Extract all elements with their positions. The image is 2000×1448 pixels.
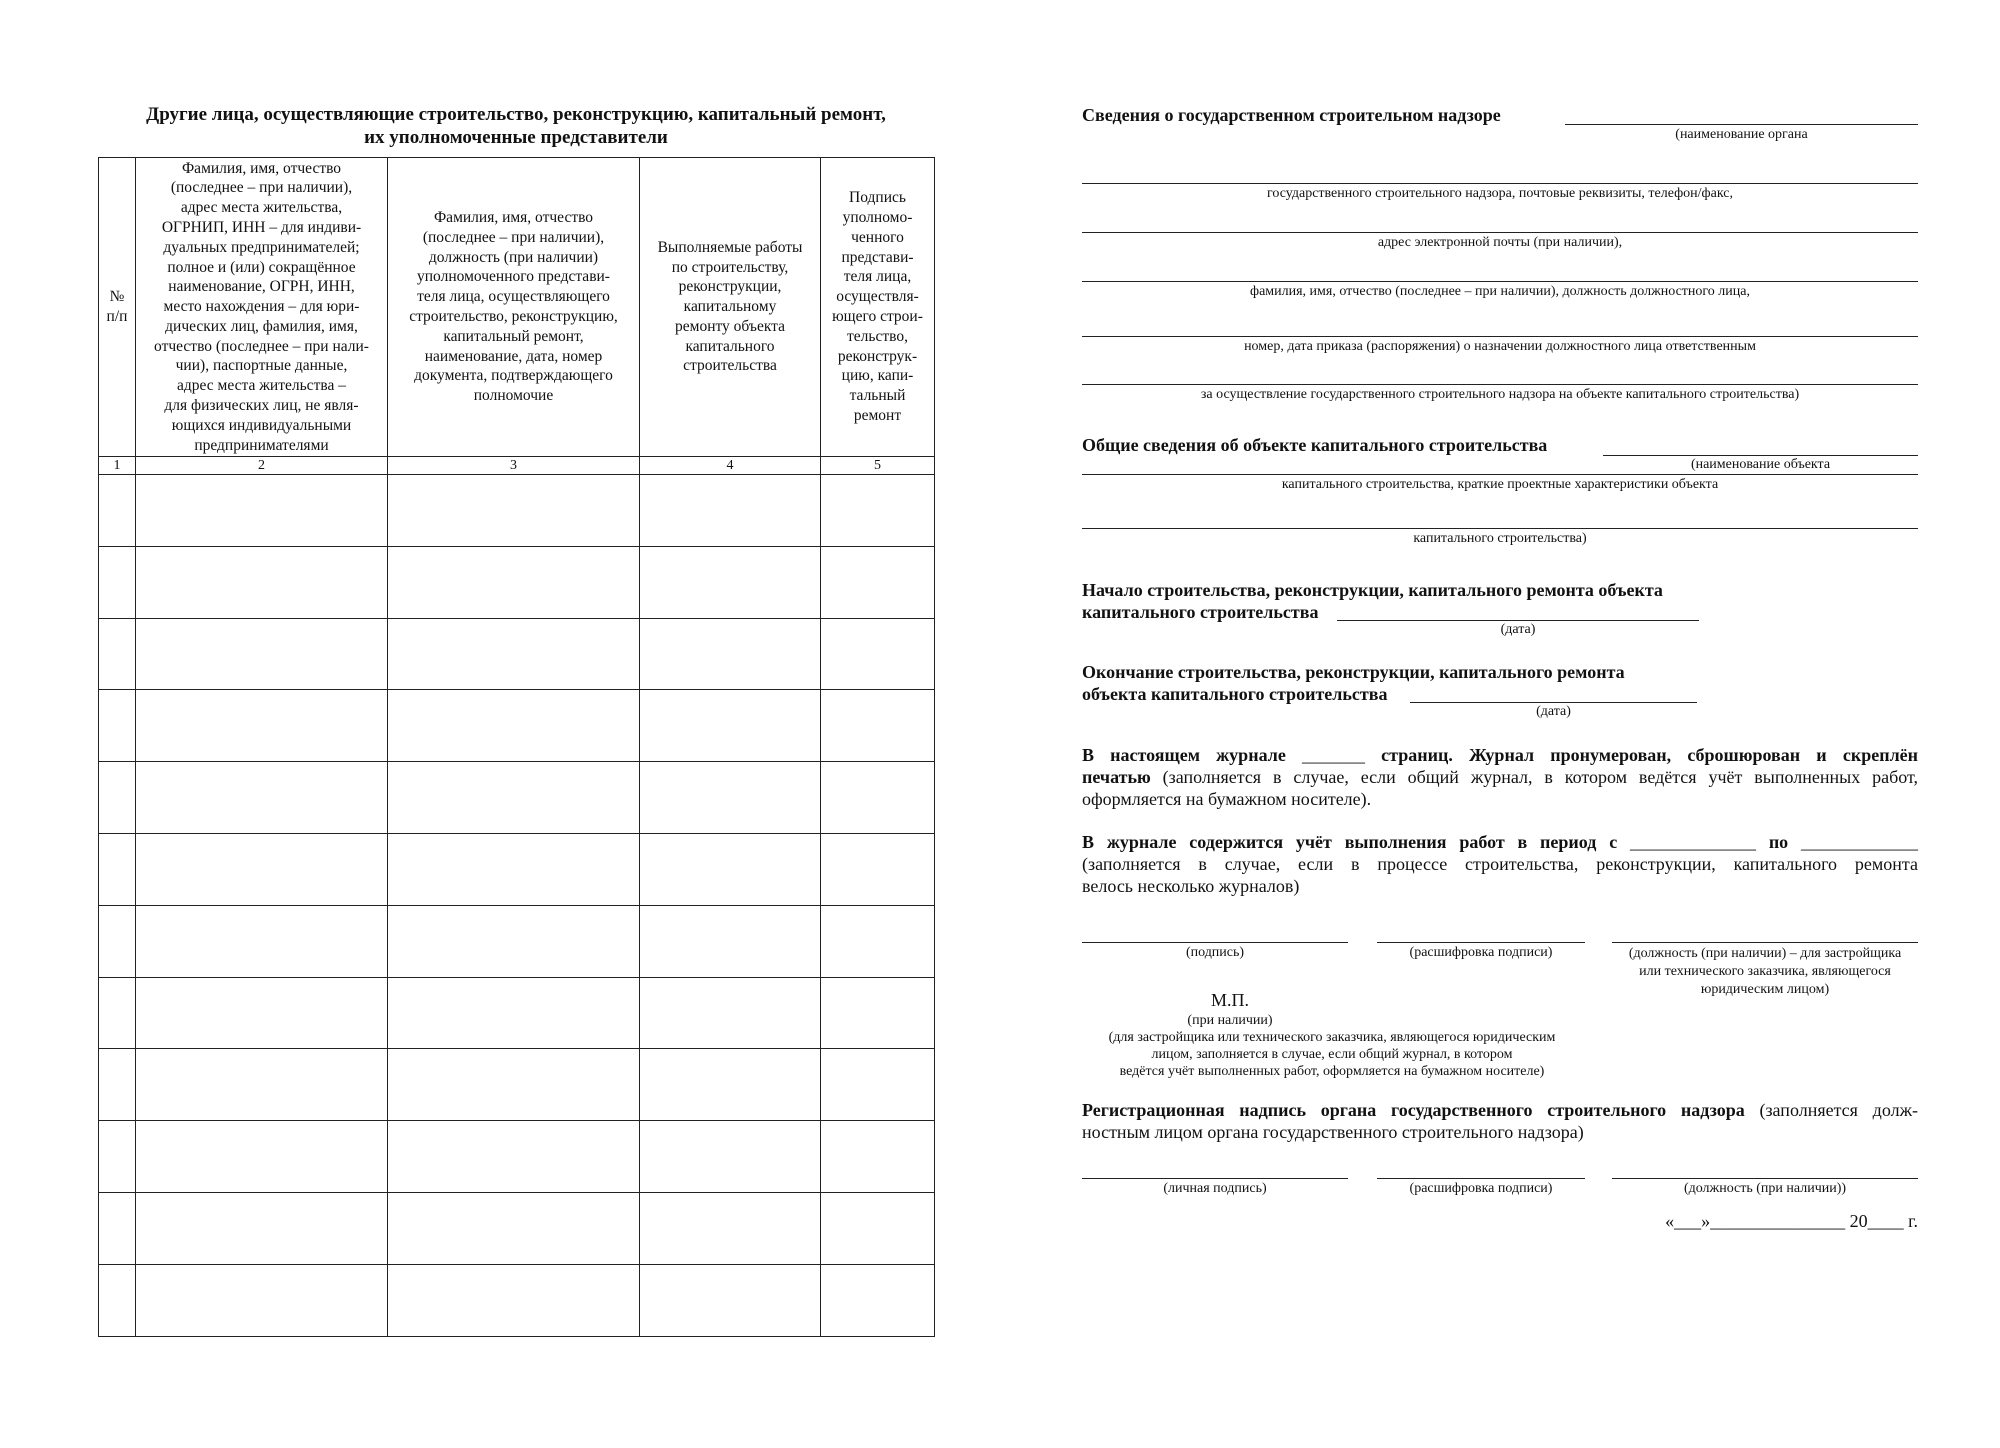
start-date-caption: (дата) [1500,622,1536,637]
table-row [99,690,935,762]
end-date-line[interactable] [1410,702,1697,703]
object-caption-1: (наименование объекта [1690,457,1831,472]
decoding-line-2[interactable] [1377,1178,1585,1179]
personal-signature-line[interactable] [1082,1178,1348,1179]
stamp-mark: М.П. [1210,990,1249,1010]
position-line[interactable] [1612,942,1918,943]
supervision-line-4[interactable] [1082,281,1918,282]
object-line-2[interactable] [1082,474,1918,475]
table-row [99,618,935,690]
period-from-blank[interactable]: ______________ [1630,832,1756,852]
position-caption: (должность (при наличии) – для застройщика или технического заказчика, являющегося юридическим лицом) [1628,946,1902,997]
position-caption-2: (должность (при наличии)) [1683,1181,1847,1196]
supervision-heading: Сведения о государственном строительном надзоре [1082,105,1501,125]
registration-line-1 [1082,1099,1918,1121]
pages-line-3: оформляется на бумажном носителе). [1082,789,1372,809]
table-row [99,475,935,547]
col-header-representative: Фамилия, имя, отчество (последнее – при наличии), должность (при наличии) уполномоченного представи- теля лица, осуществляющего строительство, реконструкцию, капитальный ремонт, наименование, дата, номер документа, подтверждающего полномочие [388,158,640,457]
table-row [99,833,935,905]
left-title-line-1: Другие лица, осуществляющие строительство, реконструкцию, капитальный ремонт, [146,104,886,125]
decoding-caption: (расшифровка подписи) [1409,945,1553,960]
supervision-caption-1: (наименование органа [1675,127,1808,142]
table-row [99,546,935,618]
left-page-title [98,103,934,149]
table-row [99,1192,935,1264]
col-number: 3 [388,457,640,475]
period-text-b: по [1768,832,1789,852]
col-number: 4 [640,457,821,475]
signature-line[interactable] [1082,942,1348,943]
table-row [99,977,935,1049]
table-row [99,1049,935,1121]
pages-text-a: В настоящем журнале [1082,745,1286,765]
col-number: 1 [99,457,136,475]
period-text-a: В журнале содержится учёт выполнения работ в период с [1082,832,1618,852]
pages-note: (заполняется в случае, если общий журнал, в котором ведётся учёт выполненных работ, [1150,767,1918,787]
supervision-line-2[interactable] [1082,183,1918,184]
supervision-line-3[interactable] [1082,232,1918,233]
left-title-line-2: их уполномоченные представители [364,127,668,148]
registration-date[interactable]: «___»_______________ 20____ г. [1665,1211,1918,1231]
personal-signature-caption: (личная подпись) [1163,1181,1267,1196]
col-header-number: № п/п [99,158,136,457]
end-line-1: Окончание строительства, реконструкции, капитального ремонта [1082,662,1625,682]
col-header-works: Выполняемые работы по строительству, реконструкции, капитальному ремонту объекта капитального строительства [640,158,821,457]
pages-line-1 [1082,744,1918,766]
supervision-name-line[interactable] [1565,124,1918,125]
pages-stamp-word: печатью [1082,767,1151,787]
col-number: 2 [136,457,388,475]
object-name-line[interactable] [1603,455,1918,456]
supervision-caption-5: номер, дата приказа (распоряжения) о назначении должностного лица ответственным [1244,339,1756,354]
supervision-caption-6: за осуществление государственного строительного надзора на объекте капитального строительства) [1200,387,1800,402]
decoding-caption-2: (расшифровка подписи) [1409,1181,1553,1196]
table-row [99,1264,935,1336]
pages-count-blank[interactable]: _______ [1302,745,1365,765]
decoding-line[interactable] [1377,942,1585,943]
object-info-heading: Общие сведения об объекте капитального строительства [1082,435,1548,455]
position-line-2[interactable] [1612,1178,1918,1179]
object-caption-3: капитального строительства) [1413,531,1587,546]
representatives-table [98,157,935,1337]
col-number: 5 [821,457,935,475]
start-line-1: Начало строительства, реконструкции, капитального ремонта объекта [1082,580,1663,600]
supervision-line-5[interactable] [1082,336,1918,337]
pages-line-2 [1082,766,1918,788]
table-row [99,905,935,977]
registration-note: (заполняется долж- [1744,1100,1918,1120]
signature-caption: (подпись) [1185,945,1245,960]
stamp-note: (при наличии) (для застройщика или технического заказчика, являющегося юридическим лицом, заполняется в случае, если общий журнал, в котором ведётся учёт выполненных работ, оформляется на бумажном носителе) [1108,1013,1556,1079]
table-header-row [99,158,935,457]
table-row [99,1121,935,1193]
object-line-3[interactable] [1082,528,1918,529]
start-line-2: капитального строительства [1082,602,1319,622]
start-date-line[interactable] [1337,620,1699,621]
supervision-caption-3: адрес электронной почты (при наличии), [1377,235,1623,250]
col-header-person-details: Фамилия, имя, отчество (последнее – при наличии), адрес места жительства, ОГРНИП, ИНН – для индиви- дуальных предпринимателей; полное и (или) сокращённое наименование, ОГРН, ИНН, место нахождения – для юри- дических лиц, фамилия, имя, отчество (последнее – при нали- чии), паспортные данные, адрес места жительства – для физических лиц, не явля- ющихся индивидуальными предпринимателями [136,158,388,457]
supervision-caption-4: фамилия, имя, отчество (последнее – при наличии), должность должностного лица, [1250,284,1750,299]
column-number-row [99,457,935,475]
period-to-blank[interactable]: _____________ [1801,832,1918,852]
object-caption-2: капитального строительства, краткие проектные характеристики объекта [1281,477,1719,492]
period-line-2: (заполняется в случае, если в процессе строительства, реконструкции, капитального ремонта [1082,854,1918,874]
supervision-caption-2: государственного строительного надзора, почтовые реквизиты, телефон/факс, [1266,186,1734,201]
col-header-signature: Подпись уполномо- ченного представи- теля лица, осуществля- ющего строи- тельство, реконструк- цию, капи- тальный ремонт [821,158,935,457]
end-date-caption: (дата) [1536,704,1571,719]
period-line-3: велось несколько журналов) [1082,876,1300,896]
registration-heading: Регистрационная надпись органа государственного строительного надзора [1082,1100,1745,1120]
pages-text-b: страниц. Журнал пронумерован, сброшюрован и скреплён [1381,745,1919,765]
table-row [99,762,935,834]
supervision-line-6[interactable] [1082,384,1918,385]
registration-line-2: ностным лицом органа государственного строительного надзора) [1082,1122,1584,1142]
end-line-2: объекта капитального строительства [1082,684,1388,704]
period-line-1 [1082,831,1918,853]
